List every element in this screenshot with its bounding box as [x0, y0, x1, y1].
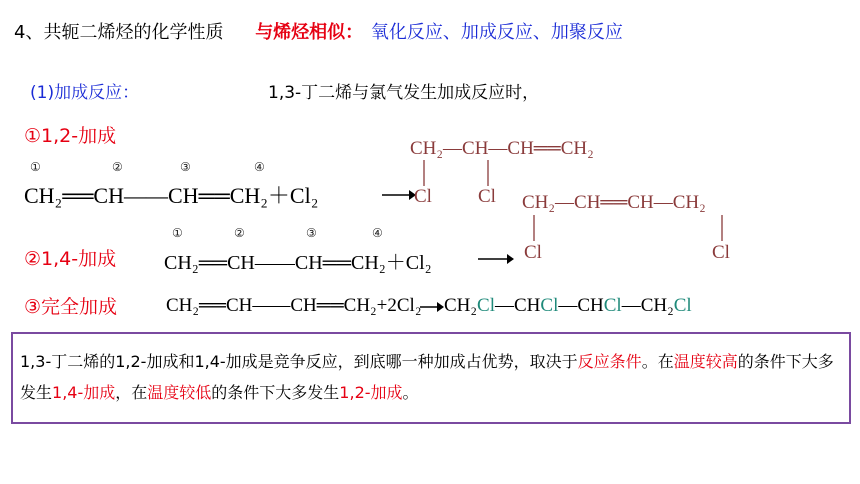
reaction-arrow: [478, 252, 514, 266]
circled-number: ③: [306, 226, 317, 240]
circled-number: ④: [372, 226, 383, 240]
item-label-1-4-addition: ②1,4-加成: [24, 248, 117, 270]
equation-reactants-1: CH₂══CH——CH══CH₂＋Cl₂: [24, 183, 319, 208]
circled-number: ①: [172, 226, 183, 240]
section-label: (1)加成反应：: [30, 83, 140, 103]
reaction-arrow: [382, 188, 416, 202]
product-2-cl-1: Cl: [524, 242, 542, 263]
product-2-cl-2: Cl: [712, 242, 730, 263]
page-title: [14, 18, 623, 44]
reaction-arrow: [420, 301, 444, 313]
similar-label: 与烯烃相似：: [255, 22, 364, 43]
product-1-bonds: [416, 158, 496, 188]
note-highlight: 温度较高: [673, 352, 738, 371]
product-3-cl: Cl: [603, 295, 622, 316]
note-highlight: 1,2-加成: [339, 383, 403, 402]
note-part: ，在: [115, 383, 148, 402]
product-1-chain: CH₂—CH—CH══CH₂: [410, 138, 594, 159]
note-text: [20, 346, 842, 408]
similar-items: 氧化反应、加成反应、加聚反应: [370, 22, 623, 43]
equation-reactants-2: CH₂══CH——CH══CH₂＋Cl₂: [164, 252, 432, 274]
product-2-bonds: [526, 213, 736, 243]
note-part: 1,3-丁二烯的1,2-加成和1,4-加成是竞争反应，到底哪一种加成占优势，取决于: [20, 352, 578, 371]
item-label-1-2-addition: ①1,2-加成: [24, 125, 117, 147]
product-3-cl: Cl: [540, 295, 559, 316]
circled-number: ②: [234, 226, 245, 240]
circled-number: ③: [180, 160, 191, 174]
circled-number: ④: [254, 160, 265, 174]
note-highlight: 反应条件: [577, 352, 642, 371]
product-1-cl-1: Cl: [414, 186, 432, 207]
note-part: 。: [402, 383, 419, 402]
product-3-cl: Cl: [673, 295, 692, 316]
product-3-part: —CH₂: [621, 295, 674, 316]
product-3-part: —CH: [558, 295, 604, 316]
product-3-cl: Cl: [477, 295, 495, 316]
product-2-chain: CH₂—CH══CH—CH₂: [522, 192, 706, 213]
product-3-part: CH₂: [444, 295, 478, 316]
heading-text: 4、共轭二烯烃的化学性质: [14, 22, 224, 43]
note-part: 的条件下大多发生: [211, 383, 340, 402]
product-3-part: —CH: [494, 295, 541, 316]
note-part: 的条件下大多发生: [20, 352, 834, 402]
item-label-complete-addition: ③完全加成: [24, 296, 118, 318]
note-part: 。在: [641, 352, 674, 371]
section-description: 1,3-丁二烯与氯气发生加成反应时，: [268, 83, 540, 103]
equation-reactants-3: CH₂══CH——CH══CH₂+2Cl₂: [166, 295, 422, 316]
product-1-cl-2: Cl: [478, 186, 496, 207]
note-highlight: 温度较低: [147, 383, 212, 402]
note-highlight: 1,4-加成: [52, 383, 116, 402]
circled-number: ①: [30, 160, 41, 174]
circled-number: ②: [112, 160, 123, 174]
product-3: [444, 295, 692, 317]
